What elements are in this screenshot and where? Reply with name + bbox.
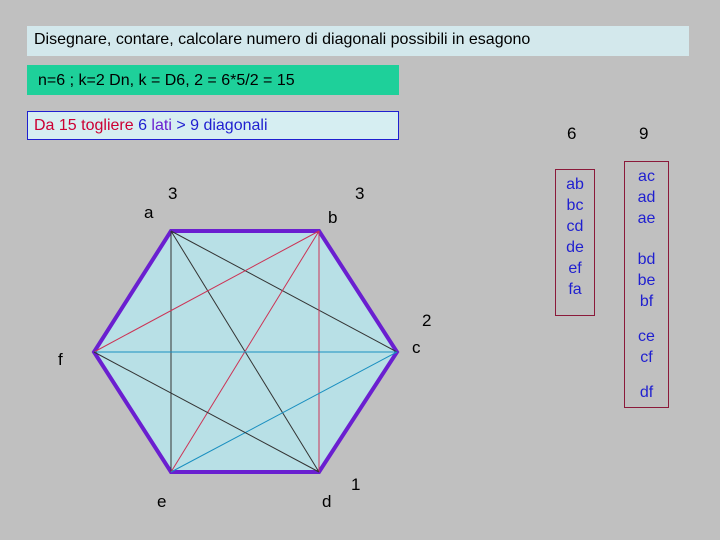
vertex-label-c: c [412, 338, 421, 357]
vertex-label-b: b [328, 208, 338, 227]
vertex-label-d: d [322, 492, 332, 511]
count-label-d: 1 [351, 475, 361, 494]
diagonal-item: ad [637, 189, 656, 206]
side-item: ef [568, 260, 582, 277]
vertex-label-a: a [144, 203, 154, 222]
side-item: bc [566, 197, 584, 214]
count-label-a: 3 [168, 184, 178, 203]
side-item: fa [568, 281, 582, 298]
diagonal-item: ac [638, 168, 655, 185]
diagonal-item: cf [640, 349, 653, 366]
diagonal-item: ce [638, 328, 655, 345]
note-lati: lati [146, 117, 172, 134]
diagonal-item: df [639, 384, 654, 401]
formula-text: n=6 ; k=2 Dn, k = D6, 2 = 6*5/2 = 15 [38, 72, 295, 89]
count-label-b: 3 [355, 184, 365, 203]
side-item: cd [566, 218, 584, 235]
vertex-label-f: f [58, 350, 63, 369]
sides-count-header: 6 [567, 124, 577, 143]
diagonal-item: bd [637, 251, 656, 268]
diagonal-item: bf [639, 293, 654, 310]
count-label-c: 2 [422, 311, 432, 330]
note-six: 6 [138, 117, 147, 134]
note-part1: Da 15 togliere [34, 117, 139, 134]
diagonal-item: ae [637, 210, 656, 227]
side-item: de [566, 239, 584, 256]
note-rest: > 9 diagonali [171, 117, 268, 134]
side-item: ab [566, 176, 584, 193]
diagonal-item: be [637, 272, 656, 289]
diagonals-count-header: 9 [639, 124, 649, 143]
vertex-label-e: e [157, 492, 167, 511]
title-text: Disegnare, contare, calcolare numero di diagonali possibili in esagono [34, 31, 531, 48]
